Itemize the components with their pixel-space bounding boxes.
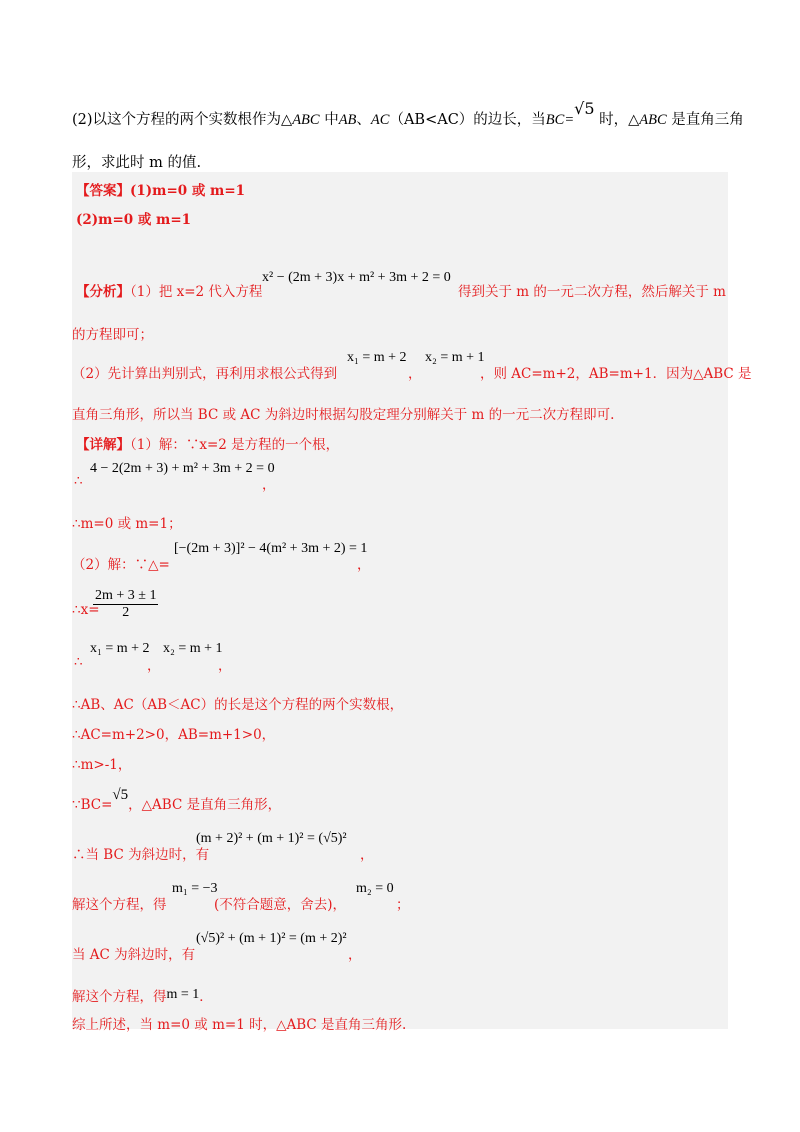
- separator: ，: [147, 658, 161, 674]
- separator: ，: [348, 947, 362, 963]
- detail-text: （1）解：∵x=2 是方程的一个根，: [130, 437, 340, 453]
- separator: ，: [262, 477, 276, 493]
- detail-line-4: （2）解：∵△=: [72, 557, 170, 573]
- question-text: 中: [319, 112, 339, 128]
- detail-line-13: 当 AC 为斜边时，有: [72, 947, 196, 963]
- question-line-2: 形，求此时 m 的值.: [72, 155, 202, 171]
- analysis-text: ，则 AC=m+2，AB=m+1．因为△ABC 是: [480, 366, 752, 382]
- question-text: 是直角三角: [666, 112, 744, 128]
- detail-label: 【详解】: [76, 437, 130, 453]
- sqrt-five: √5: [574, 99, 595, 118]
- root-x1: x₁ = m + 2: [90, 641, 150, 656]
- pythagorean-equation-bc: (m + 2)² + (m + 1)² = (√5)²: [196, 831, 347, 846]
- fraction-numerator: 2m + 3 ± 1: [95, 588, 157, 603]
- detail-text: ．: [199, 989, 213, 1005]
- root-fraction: [93, 588, 158, 621]
- separator: ，: [408, 366, 422, 382]
- triangle-name: ABC: [639, 112, 667, 128]
- answer-label: 【答案】: [76, 183, 130, 199]
- answer-text: (1)m=0 或 m=1: [130, 183, 246, 199]
- question-text: （AB<AC）的边长，当: [389, 112, 546, 128]
- detail-text: (不符合题意，舍去)，: [214, 897, 347, 913]
- solution-m1: m₁ = −3: [172, 881, 218, 896]
- discriminant-equation: [−(2m + 3)]² − 4(m² + 3m + 2) = 1: [174, 541, 368, 556]
- separator: ，: [218, 658, 232, 674]
- question-text: (2)以这个方程的两个实数根作为△: [72, 112, 293, 128]
- answer-line-2: (2)m=0 或 m=1: [76, 212, 192, 228]
- answer-line-1: [76, 179, 245, 199]
- detail-line-5: ∴x=: [72, 602, 100, 618]
- fraction-denominator: 2: [122, 605, 130, 620]
- analysis-label: 【分析】: [76, 284, 130, 300]
- solution-m2: m₂ = 0: [356, 881, 394, 896]
- detail-conclusion: 综上所述，当 m=0 或 m=1 时，△ABC 是直角三角形.: [72, 1017, 407, 1033]
- detail-line-14: [72, 985, 213, 1006]
- detail-line-8: ∴AC=m+2>0，AB=m+1>0，: [72, 727, 276, 743]
- analysis-text: 得到关于 m 的一元二次方程，然后解关于 m: [458, 284, 726, 300]
- segment-ab: AB: [338, 112, 357, 128]
- solution-m: m = 1: [166, 987, 200, 1002]
- question-line-1: [72, 99, 744, 129]
- detail-line-9: ∴m>-1，: [72, 757, 132, 773]
- detail-text: ，△ABC 是直角三角形，: [128, 797, 282, 813]
- analysis-text: （1）把 x=2 代入方程: [130, 284, 263, 300]
- detail-line-10: [72, 787, 282, 814]
- detail-line-1: [76, 433, 339, 453]
- detail-line-11: ∴当 BC 为斜边时，有: [72, 847, 210, 863]
- therefore-symbol: ∴: [74, 654, 83, 670]
- equation-substituted: 4 − 2(2m + 3) + m² + 3m + 2 = 0: [90, 461, 275, 476]
- root-x2: x₂ = m + 1: [163, 641, 223, 656]
- therefore-symbol: ∴: [74, 473, 83, 489]
- separator: ，: [360, 847, 374, 863]
- sqrt-five: √5: [112, 787, 129, 803]
- analysis-line-4: 直角三角形，所以当 BC 或 AC 为斜边时根据勾股定理分别解关于 m 的一元二次方程即可.: [72, 407, 615, 423]
- detail-line-12: 解这个方程，得: [72, 897, 167, 913]
- question-text: 时，△: [594, 112, 640, 128]
- analysis-line-3: （2）先计算出判别式，再利用求根公式得到: [72, 366, 338, 382]
- segment-bc: BC=: [545, 112, 575, 128]
- analysis-line-2: 的方程即可；: [72, 327, 153, 343]
- analysis-line-1: [76, 280, 262, 300]
- pythagorean-equation-ac: (√5)² + (m + 1)² = (m + 2)²: [196, 931, 347, 946]
- root-x1: x₁ = m + 2: [347, 350, 407, 365]
- triangle-name: ABC: [292, 112, 320, 128]
- root-x2: x₂ = m + 1: [425, 350, 485, 365]
- segment-ac: AC: [370, 112, 390, 128]
- detail-text: 解这个方程，得: [72, 989, 167, 1005]
- detail-line-3: ∴m=0 或 m=1；: [72, 516, 182, 532]
- quadratic-equation: x² − (2m + 3)x + m² + 3m + 2 = 0: [262, 270, 451, 285]
- detail-text: ∵BC=: [72, 797, 113, 813]
- separator: ；: [396, 897, 410, 913]
- separator: ，: [357, 557, 371, 573]
- separator: 、: [356, 112, 371, 128]
- detail-line-7: ∴AB、AC（AB＜AC）的长是这个方程的两个实数根，: [72, 697, 404, 713]
